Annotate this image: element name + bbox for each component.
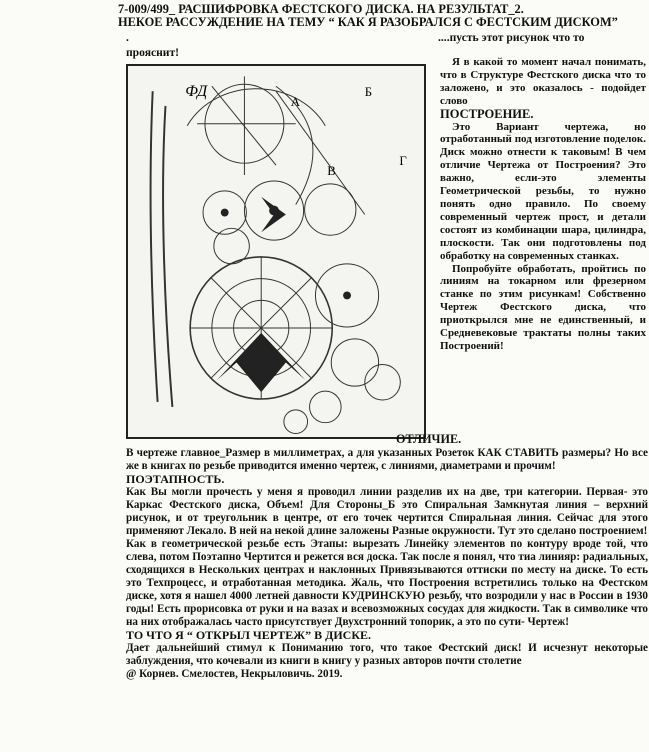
caption-line-1: ....пусть этот рисунок что то xyxy=(438,31,585,44)
right-column-text xyxy=(440,56,646,353)
body-paragraph-4: Дает дальнейший стимул к Пониманию того, что такое Фестский диск! И исчезнут некоторые заблуждения, что кочевали из книги в книгу у разных авторов почти столетие xyxy=(126,642,648,667)
label-g: Г xyxy=(399,154,407,169)
signature: @ Корнев. Смелостев, Некрыловичь. 2019. xyxy=(126,668,343,680)
drawing-svg xyxy=(128,66,424,437)
body-heading-1: ПОЭТАПНОСТЬ. xyxy=(126,472,225,486)
document-title: 7-009/499_ РАСШИФРОВКА ФЕСТСКОГО ДИСКА. НА РЕЗУЛЬТАТ_2. xyxy=(118,2,524,16)
body-heading-2: ТО ЧТО Я “ ОТКРЫЛ ЧЕРТЕЖ” В ДИСКЕ. xyxy=(126,628,372,642)
left-spine xyxy=(151,91,158,402)
right-emphasis: ПОСТРОЕНИЕ. xyxy=(440,106,534,121)
right-paragraph-3: Попробуйте обработать, пройтись по линиям на токарном или фрезерном станке по этим рисункам! Собственно Чертеж Фестского диска, что приоткрылся мне не единственный, и Средневековые трактаты полны таких Построений! xyxy=(440,262,646,352)
label-fd: ФД xyxy=(185,83,208,101)
stray-dot: . xyxy=(126,31,129,44)
right-paragraph-1: Я в какой то момент начал понимать, что в Структуре Фестского диска что то заложено, и это оказалось - подойдет слово xyxy=(440,56,646,107)
body-paragraph-2: Как Вы могли прочесть у меня я проводил линии разделив их на две, три категории. Первая- это Каркас Фестского диска, Объем! Для Стороны_Б это Спиральная Замкнутая линия – верхний рисунок, и от треугольник в центре, от его точек чертится Спиральная линия. Сейчас для этого применяют Лекало. В ней на некой длине заложены Разные окружности. Тут это сделано построением! xyxy=(126,486,648,537)
arc-top xyxy=(187,89,325,126)
body-paragraph-1: В чертеже главное_Размер в миллиметрах, а для указанных Розеток КАК СТАВИТЬ размеры? Но все же в книгах по резьбе приводится именно чертеж, с линиями, диаметрами и прочим! xyxy=(126,447,648,472)
document-subtitle: НЕКОЕ РАССУЖДЕНИЕ НА ТЕМУ “ КАК Я РАЗОБРАЛСЯ С ФЕСТСКИМ ДИСКОМ” xyxy=(118,15,618,29)
geometric-drawing-figure xyxy=(126,64,426,439)
label-a: А xyxy=(290,94,301,109)
section-title: ОТЛИЧИЕ. xyxy=(396,432,462,446)
label-b: Б xyxy=(364,85,373,100)
body-paragraph-3: Как в геометрической резьбе есть Этапы: вырезать Линейку элементов по контуру вроде той, что слева, потом Поэтапно Чертится и режется вся доска. Так после я понял, что тиа линияр: радиальных, сходящихся в Нескольких центрах и наклонных Привязываются оттиски по месту на диске. То есть это Техпроцесс, и отработанная методика. Жаль, что Построения встретились только на Фестском диске, хотя я нашел 4000 летней давности КУДРИНСКУЮ резьбу, что возродили у нас в России в 1930 годы! Есть прорисовка от руки и на вазах и всевозможных сосудах для жидкости. Так в символике что на них отображалась часто присутствует Двухстронний топорик, а это по сути- Чертеж! xyxy=(126,538,648,628)
right-paragraph-2: Это Вариант чертежа, но отработанный под изготовление поделок. Диск можно отнести к таковым! В чем отличие Чертежа от Построения? Это важно, если-это элементы Геометрической резьбы, то нужно понять одно правило. По своему современный чертеж прост, и детали состоят из комбинации шара, цилиндра, плоскости. Так они подготовлены под обработку на современных станках. xyxy=(440,120,646,262)
dark-triangle-motif xyxy=(217,333,306,392)
body-text xyxy=(126,447,648,681)
label-v: В xyxy=(327,164,336,179)
caption-line-2: прояснит! xyxy=(126,46,180,59)
